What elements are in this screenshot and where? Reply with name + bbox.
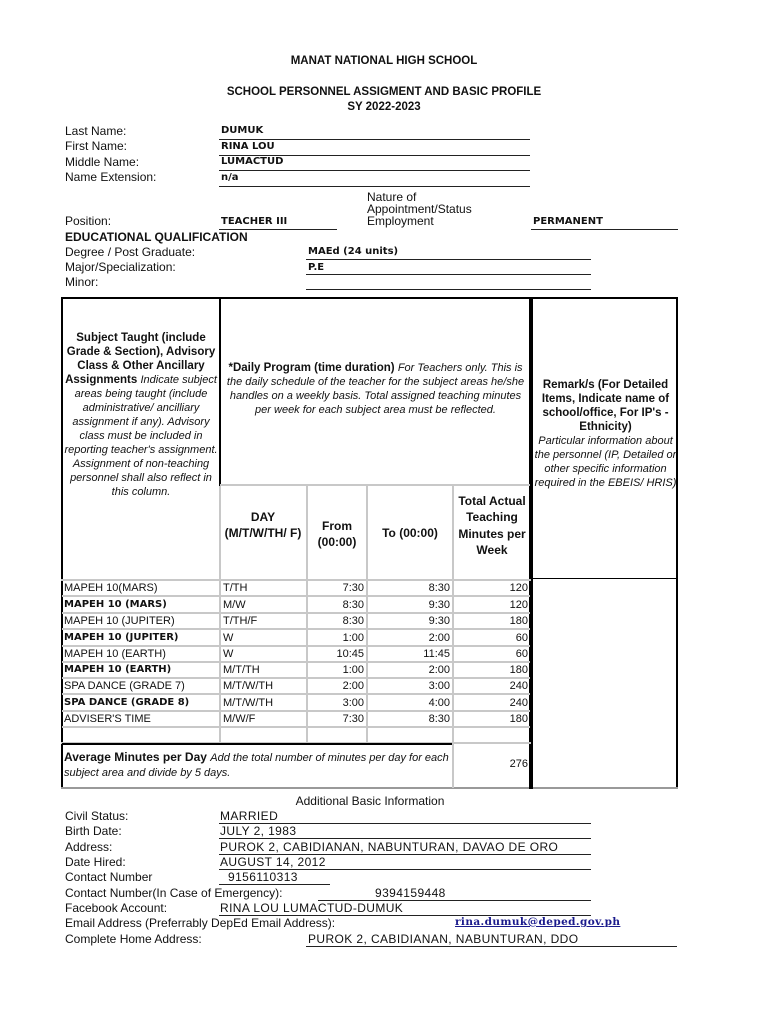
cell-day: W	[223, 632, 234, 644]
cell-subject: ADVISER'S TIME	[64, 713, 151, 725]
cell-from: 3:00	[342, 697, 364, 709]
email-label: Email Address (Preferrably DepEd Email Address):	[65, 916, 336, 930]
middle-name-value: LUMACTUD	[221, 156, 284, 167]
cell-day: M/W	[223, 599, 246, 611]
form-title: SCHOOL PERSONNEL ASSIGMENT AND BASIC PROFILE	[226, 86, 542, 98]
name-extension-label: Name Extension:	[65, 170, 157, 184]
cell-from: 8:30	[342, 599, 364, 611]
school-year: SY 2022-2023	[347, 101, 421, 113]
table-divider	[531, 297, 533, 789]
cell-subject: MAPEH 10 (MARS)	[64, 599, 167, 610]
subject-header-title: Subject Taught (include Grade & Section), Advisory Class & Other Ancillary Assignments	[65, 332, 216, 386]
table-divider	[62, 743, 452, 745]
contact-label: Contact Number	[65, 870, 153, 884]
address-label: Address:	[65, 840, 113, 854]
subject-header-note: Indicate subject areas being taught (include administrative/ ancilliary assignment if any). Advisory class must be included in reporting teacher's assignment. Assignment of non-teaching personnel shall also reflect in this column.	[64, 374, 218, 498]
cell-to: 3:00	[428, 680, 450, 692]
cell-subject: SPA DANCE (GRADE 7)	[64, 680, 185, 692]
table-divider	[220, 484, 530, 486]
cell-day: W	[223, 648, 234, 660]
cell-day: M/T/W/TH	[223, 680, 274, 692]
cell-subject: SPA DANCE (GRADE 8)	[64, 697, 190, 708]
cell-to: 2:00	[428, 664, 450, 676]
cell-from: 1:00	[342, 632, 364, 644]
cell-subject: MAPEH 10(MARS)	[64, 582, 158, 594]
remarks-header-title: Remark/s (For Detailed Items, Indicate name of school/office, For IP's - Ethnicity)	[541, 379, 670, 433]
middle-name-label: Middle Name:	[65, 155, 140, 169]
program-header-title: *Daily Program (time duration)	[228, 362, 395, 374]
cell-total: 180	[509, 664, 528, 676]
major-line	[306, 274, 591, 275]
row-divider	[62, 726, 530, 728]
cell-subject: MAPEH 10 (JUPITER)	[64, 632, 179, 643]
birth-date-label: Birth Date:	[65, 824, 122, 838]
cell-to: 9:30	[428, 615, 450, 627]
table-divider	[531, 578, 678, 579]
cell-from: 7:30	[342, 582, 364, 594]
cell-total: 120	[509, 582, 528, 594]
cell-day: M/T/W/TH	[223, 697, 274, 709]
cell-day: M/W/F	[223, 713, 256, 725]
degree-value: MAEd (24 units)	[308, 246, 399, 257]
position-label: Position:	[65, 214, 112, 228]
birth-date-value: JULY 2, 1983	[220, 824, 297, 838]
cell-to: 9:30	[428, 599, 450, 611]
contact-line	[219, 884, 330, 885]
subject-header	[64, 331, 218, 499]
average-label-note: Add the total number of minutes per day for each subject area and divide by 5 days.	[64, 752, 449, 779]
address-value: PUROK 2, CABIDIANAN, NABUNTURAN, DAVAO DE ORO	[220, 840, 559, 854]
minor-line	[306, 289, 591, 290]
table-border	[676, 297, 678, 789]
cell-from: 2:00	[342, 680, 364, 692]
last-name-value: DUMUK	[221, 125, 264, 136]
nature-label-3: Employment	[367, 214, 434, 228]
birth-date-line	[219, 838, 591, 839]
email-link[interactable]: rina.dumuk@deped.gov.ph	[455, 916, 621, 928]
position-value: TEACHER III	[221, 216, 288, 227]
cell-to: 2:00	[428, 632, 450, 644]
name-extension-value: n/a	[221, 172, 239, 183]
major-value: P.E	[308, 262, 325, 273]
average-label-title: Average Minutes per Day	[64, 750, 207, 764]
col-to-header: To (00:00)	[382, 526, 438, 540]
cell-total: 240	[509, 697, 528, 709]
cell-subject: MAPEH 10 (EARTH)	[64, 664, 172, 675]
cell-total: 60	[515, 648, 528, 660]
facebook-value: RINA LOU LUMACTUD-DUMUK	[220, 901, 404, 915]
cell-from: 8:30	[342, 615, 364, 627]
civil-status-label: Civil Status:	[65, 809, 129, 823]
last-name-label: Last Name:	[65, 124, 127, 138]
nature-label-1: Nature of	[367, 190, 417, 204]
table-border	[61, 297, 678, 299]
cell-from: 7:30	[342, 713, 364, 725]
average-label	[64, 750, 452, 779]
table-divider	[219, 297, 221, 486]
cell-day: T/TH/F	[223, 615, 258, 627]
col-day-header: DAY (M/T/W/TH/ F)	[224, 510, 302, 540]
school-name: MANAT NATIONAL HIGH SCHOOL	[290, 55, 478, 67]
col-from-header: From (00:00)	[317, 519, 357, 549]
cell-to: 4:00	[428, 697, 450, 709]
cell-subject: MAPEH 10 (EARTH)	[64, 648, 166, 660]
cell-to: 8:30	[428, 713, 450, 725]
cell-subject: MAPEH 10 (JUPITER)	[64, 615, 175, 627]
cell-total: 180	[509, 713, 528, 725]
contact-value: 9156110313	[228, 870, 298, 884]
cell-total: 60	[515, 632, 528, 644]
cell-day: M/T/TH	[223, 664, 260, 676]
cell-to: 8:30	[428, 582, 450, 594]
first-name-value: RINA LOU	[221, 141, 275, 152]
table-border	[61, 787, 678, 789]
nature-value: PERMANENT	[533, 216, 603, 227]
cell-to: 11:45	[423, 648, 450, 660]
cell-total: 240	[509, 680, 528, 692]
major-label: Major/Specialization:	[65, 260, 176, 274]
program-header	[223, 361, 528, 417]
nature-label-2: Appointment/Status	[367, 202, 472, 216]
first-name-label: First Name:	[65, 139, 128, 153]
emergency-label: Contact Number(In Case of Emergency):	[65, 886, 283, 900]
middle-name-line	[219, 170, 530, 171]
name-extension-line	[219, 186, 530, 187]
program-header-note: For Teachers only. This is the daily schedule of the teacher for the subject areas he/she handles on a weekly basis. Total assigned teaching minutes per week for each subject area must be reflected.	[226, 362, 525, 416]
remarks-header-note: Particular information about the personnel (IP, Detailed or other specific information required in the EBEIS/ HRIS)	[534, 435, 677, 489]
last-name-line	[219, 139, 530, 140]
facebook-label: Facebook Account:	[65, 901, 168, 915]
average-value: 276	[509, 758, 528, 770]
civil-status-value: MARRIED	[220, 809, 279, 823]
col-total-header: Total Actual Teaching Minutes per Week	[458, 494, 526, 557]
additional-title: Additional Basic Information	[295, 794, 445, 808]
date-hired-label: Date Hired:	[65, 855, 126, 869]
degree-label: Degree / Post Graduate:	[65, 245, 196, 259]
cell-day: T/TH	[223, 582, 248, 594]
remarks-header	[534, 378, 677, 490]
degree-line	[306, 259, 591, 260]
home-label: Complete Home Address:	[65, 932, 202, 946]
education-heading: EDUCATIONAL QUALIFICATION	[65, 230, 248, 244]
cell-from: 10:45	[336, 648, 364, 660]
cell-total: 180	[509, 615, 528, 627]
emergency-value: 9394159448	[375, 886, 446, 900]
cell-from: 1:00	[342, 664, 364, 676]
date-hired-value: AUGUST 14, 2012	[220, 855, 326, 869]
cell-total: 120	[509, 599, 528, 611]
home-line	[306, 946, 677, 947]
home-value: PUROK 2, CABIDIANAN, NABUNTURAN, DDO	[308, 932, 579, 946]
minor-label: Minor:	[65, 275, 99, 289]
nature-line	[531, 229, 678, 230]
